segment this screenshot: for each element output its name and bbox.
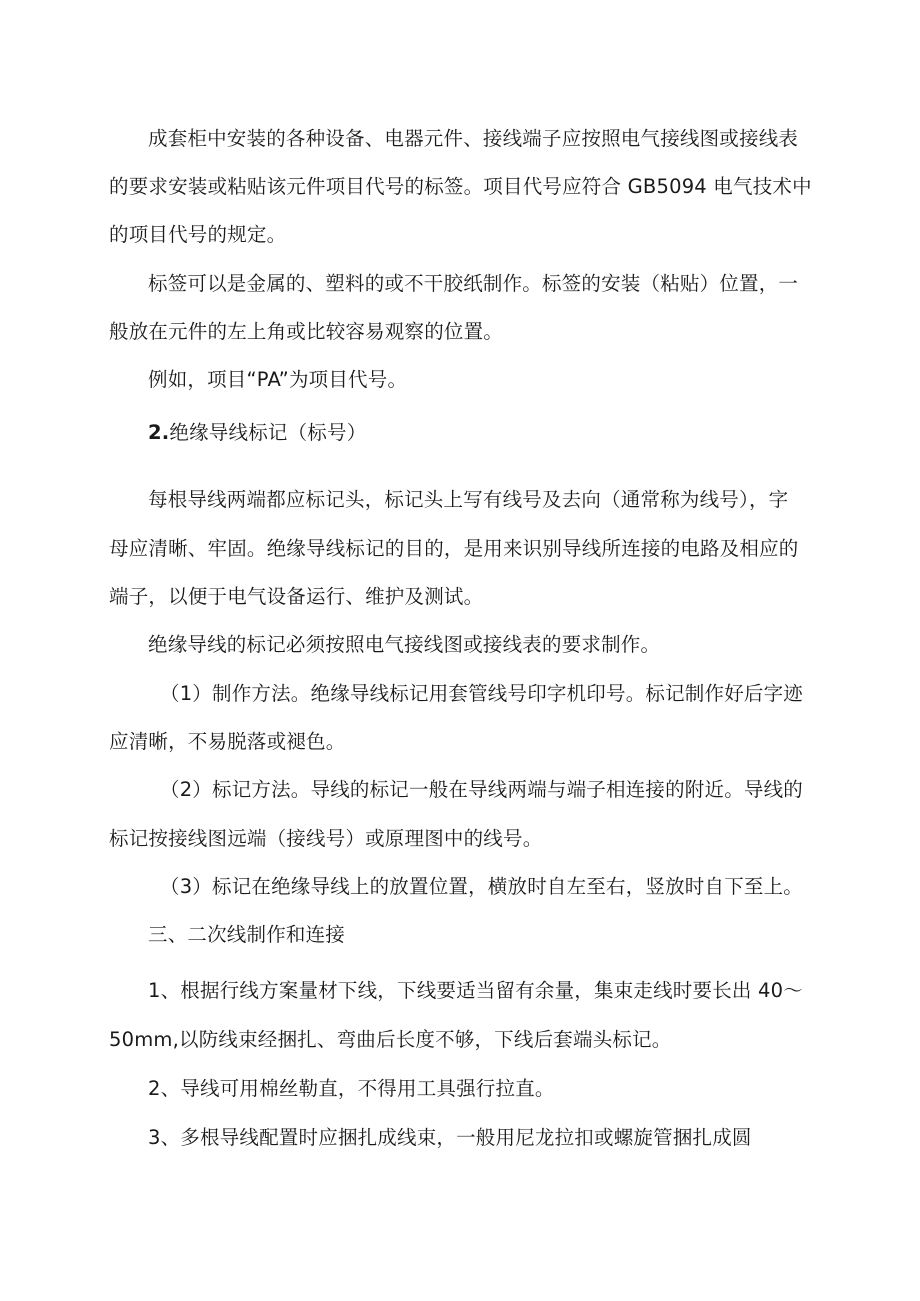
paragraph-line: 母应清晰、牢固。绝缘导线标记的目的，是用来识别导线所连接的电路及相应的 (109, 537, 799, 560)
paragraph-line: 成套柜中安装的各种设备、电器元件、接线端子应按照电气接线图或接线表 (148, 127, 799, 150)
paragraph-line: 50mm,以防线束经捆扎、弯曲后长度不够，下线后套端头标记。 (109, 1028, 672, 1051)
paragraph-line: 标签可以是金属的、塑料的或不干胶纸制作。标签的安装（粘贴）位置，一 (148, 272, 799, 295)
paragraph-line: （2）标记方法。导线的标记一般在导线两端与端子相连接的附近。导线的 (160, 778, 804, 801)
paragraph-line: 应清晰，不易脱落或褪色。 (109, 730, 346, 753)
paragraph-line: 的要求安装或粘贴该元件项目代号的标签。项目代号应符合 GB5094 电气技术中 (109, 175, 812, 198)
paragraph-line: 3、多根导线配置时应捆扎成线束，一般用尼龙拉扣或螺旋管捆扎成圆 (148, 1126, 752, 1149)
paragraph-line: 端子，以便于电气设备运行、维护及测试。 (109, 585, 484, 608)
heading-number: 2. (148, 421, 170, 444)
paragraph-line: 的项目代号的规定。 (109, 223, 287, 246)
section-heading (148, 421, 366, 445)
paragraph-line: 标记按接线图远端（接线号）或原理图中的线号。 (109, 827, 543, 850)
paragraph-line: 1、根据行线方案量材下线，下线要适当留有余量，集束走线时要长出 40～ (148, 979, 803, 1002)
paragraph-line: 般放在元件的左上角或比较容易观察的位置。 (109, 320, 504, 343)
paragraph-line: 绝缘导线的标记必须按照电气接线图或接线表的要求制作。 (148, 633, 661, 656)
paragraph-line: （1）制作方法。绝缘导线标记用套管线号印字机印号。标记制作好后字迹 (160, 682, 804, 705)
section-heading: 三、二次线制作和连接 (148, 923, 346, 946)
paragraph-line: 例如，项目“PA”为项目代号。 (148, 368, 408, 391)
paragraph-line: 每根导线两端都应标记头，标记头上写有线号及去向（通常称为线号），字 (148, 488, 789, 511)
paragraph-line: （3）标记在绝缘导线上的放置位置，横放时自左至右，竖放时自下至上。 (160, 875, 804, 898)
heading-text: 绝缘导线标记（标号） (169, 421, 367, 444)
paragraph-line: 2、导线可用棉丝勒直，不得用工具强行拉直。 (148, 1077, 555, 1100)
